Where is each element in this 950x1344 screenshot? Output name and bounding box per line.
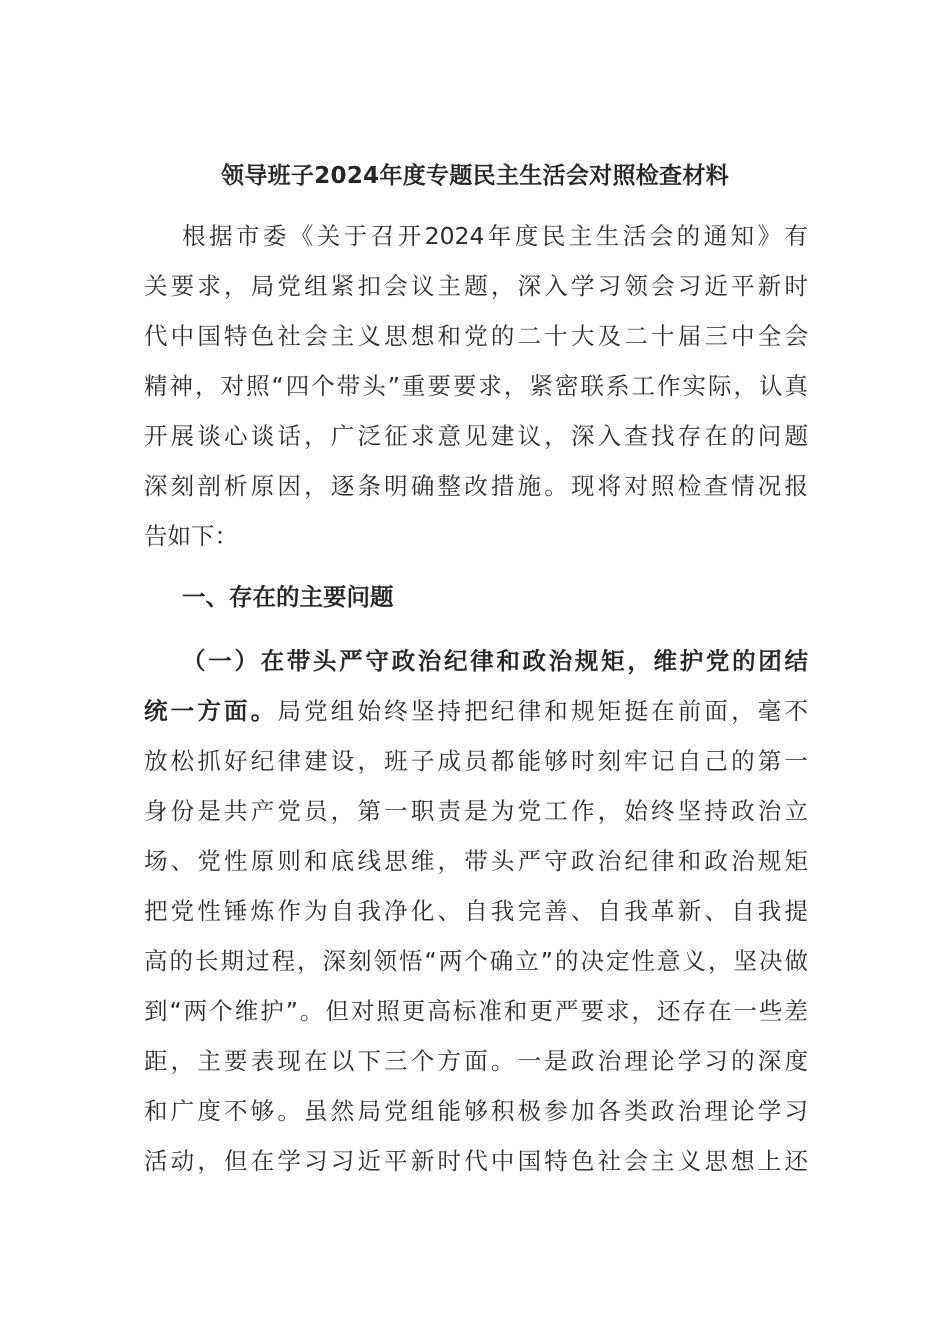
paragraph-line: 告如下： [144,522,238,550]
paragraph-line: 关要求，局党组紧扣会议主题，深入学习领会习近平新时 [144,272,808,300]
paragraph-line: 精神，对照“四个带头”重要要求，紧密联系工作实际，认真 [144,372,808,400]
paragraph-line: 距，主要表现在以下三个方面。一是政治理论学习的深度 [144,1047,808,1075]
paragraph-line: 身份是共产党员，第一职责是为党工作，始终坚持政治立 [144,797,808,825]
paragraph-line: 场、党性原则和底线思维，带头严守政治纪律和政治规矩 [144,847,808,875]
paragraph-line: 深刻剖析原因，逐条明确整改措施。现将对照检查情况报 [144,472,808,500]
subsection-paragraph [144,636,808,1186]
document-title: 领导班子2024年度专题民主生活会对照检查材料 [221,163,729,189]
paragraph-line: 开展谈心谈话，广泛征求意见建议，深入查找存在的问题 [144,422,808,450]
paragraph-text: 局党组始终坚持把纪律和规矩挺在前面，毫不 [277,697,808,725]
intro-paragraph [144,211,808,561]
paragraph-line: 和广度不够。虽然局党组能够积极参加各类政治理论学习 [144,1097,808,1125]
paragraph-line: 根据市委《关于召开2024年度民主生活会的通知》有 [182,222,808,250]
paragraph-line: 活动，但在学习习近平新时代中国特色社会主义思想上还 [144,1147,808,1175]
paragraph-line: 把党性锤炼作为自我净化、自我完善、自我革新、自我提 [144,897,808,925]
paragraph-line: 放松抓好纪律建设，班子成员都能够时刻牢记自己的第一 [144,747,808,775]
paragraph-line [144,686,808,736]
subsection-heading-line: （一）在带头严守政治纪律和政治规矩，维护党的团结 [182,647,808,675]
paragraph-line: 高的长期过程，深刻领悟“两个确立”的决定性意义，坚决做 [144,947,808,975]
subsection-heading-tail: 统一方面。 [144,697,278,725]
paragraph-line: 代中国特色社会主义思想和党的二十大及二十届三中全会 [144,322,808,350]
paragraph-line: 到“两个维护”。但对照更高标准和更严要求，还存在一些差 [144,997,808,1025]
section-heading: 一、存在的主要问题 [182,583,394,611]
